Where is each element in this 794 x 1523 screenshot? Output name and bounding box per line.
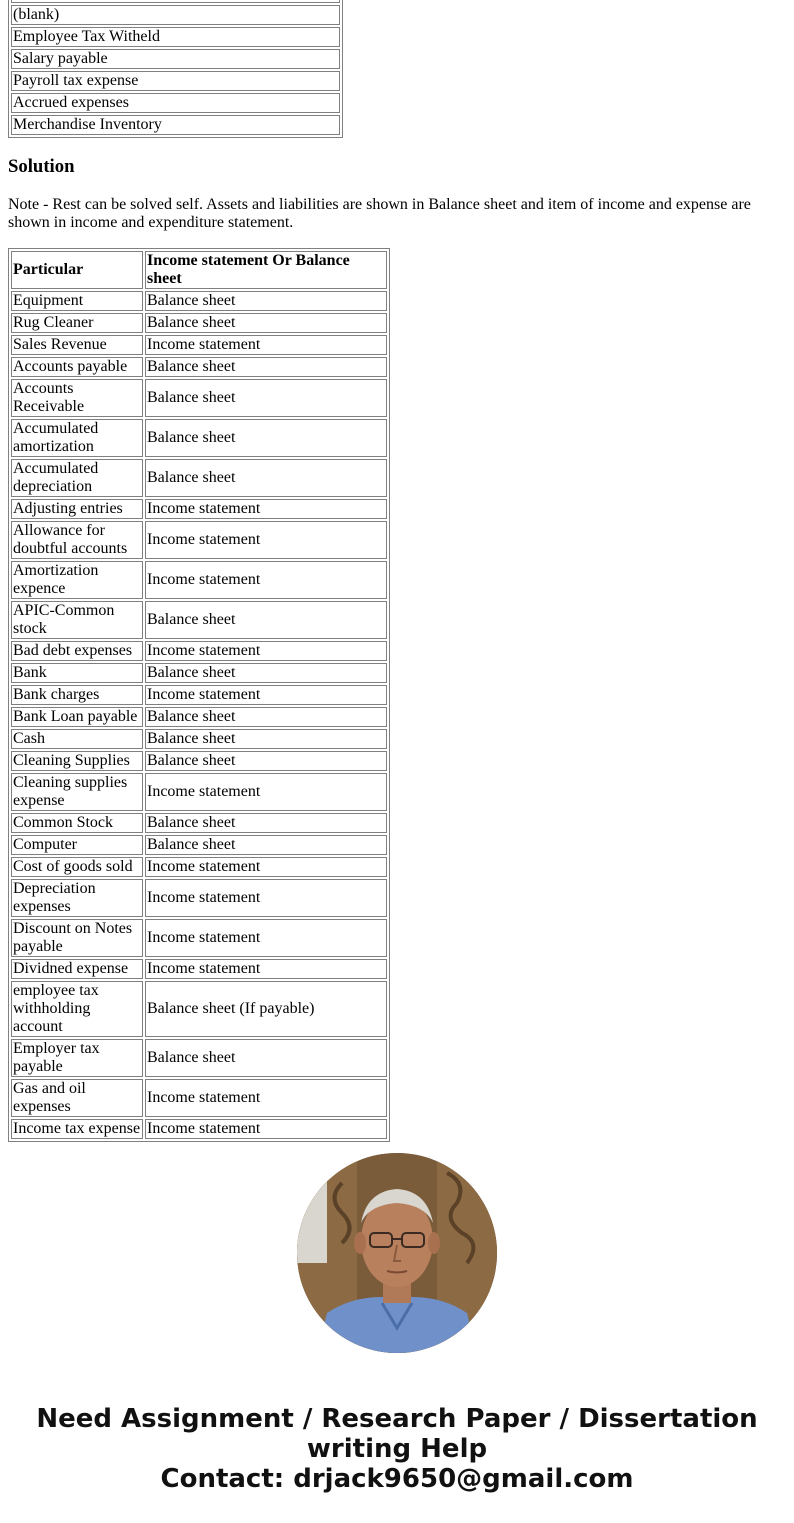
particular-cell: Common Stock [11, 813, 143, 833]
particular-cell: Accounts payable [11, 357, 143, 377]
particular-cell: Gas and oil expenses [11, 1079, 143, 1117]
statement-cell: Balance sheet [145, 663, 387, 683]
statement-cell: Balance sheet [145, 729, 387, 749]
table-row [11, 499, 387, 519]
table-row [11, 27, 340, 47]
table-cell [11, 0, 340, 3]
statement-cell: Income statement [145, 521, 387, 559]
table-row [11, 981, 387, 1037]
header-particular: Particular [11, 251, 143, 289]
particular-cell: Accounts Receivable [11, 379, 143, 417]
statement-cell: Balance sheet [145, 291, 387, 311]
particular-cell: Cleaning supplies expense [11, 773, 143, 811]
statement-cell: Balance sheet [145, 751, 387, 771]
table-row [11, 291, 387, 311]
statement-cell: Balance sheet [145, 813, 387, 833]
table-row [11, 663, 387, 683]
statement-cell: Income statement [145, 919, 387, 957]
particular-cell: Cash [11, 729, 143, 749]
table-row [11, 0, 340, 3]
table-row [11, 93, 340, 113]
particular-cell: Rug Cleaner [11, 313, 143, 333]
statement-cell: Income statement [145, 335, 387, 355]
promo-line-1: Need Assignment / Research Paper / Dissertation [36, 1404, 758, 1434]
promo-footer [0, 1404, 794, 1494]
table-row [11, 5, 340, 25]
particular-cell: Cleaning Supplies [11, 751, 143, 771]
statement-cell: Income statement [145, 959, 387, 979]
particular-cell: Equipment [11, 291, 143, 311]
table-row [11, 707, 387, 727]
table-row [11, 49, 340, 69]
statement-cell: Income statement [145, 499, 387, 519]
table-header-row [11, 251, 387, 289]
table-cell: Salary payable [11, 49, 340, 69]
particular-cell: Allowance for doubtful accounts [11, 521, 143, 559]
statement-cell: Income statement [145, 879, 387, 917]
particular-cell: employee tax withholding account [11, 981, 143, 1037]
statement-cell: Balance sheet [145, 601, 387, 639]
table-row [11, 835, 387, 855]
statement-cell: Balance sheet [145, 419, 387, 457]
statement-cell: Balance sheet [145, 1039, 387, 1077]
solution-note: Note - Rest can be solved self. Assets and liabilities are shown in Balance sheet and item of income and expense are shown in income and expenditure statement. [8, 196, 751, 231]
statement-cell: Balance sheet [145, 379, 387, 417]
table-row [11, 751, 387, 771]
table-row [11, 459, 387, 497]
statement-cell: Balance sheet [145, 707, 387, 727]
statement-cell: Income statement [145, 1119, 387, 1139]
table-row [11, 729, 387, 749]
promo-contact: Contact: drjack9650@gmail.com [160, 1464, 634, 1494]
table-row [11, 959, 387, 979]
particular-cell: Employer tax payable [11, 1039, 143, 1077]
table-row [11, 71, 340, 91]
table-cell: Employee Tax Witheld [11, 27, 340, 47]
table-row [11, 813, 387, 833]
statement-cell: Income statement [145, 857, 387, 877]
table-row [11, 357, 387, 377]
particular-cell: Adjusting entries [11, 499, 143, 519]
table-row [11, 641, 387, 661]
particular-cell: Bad debt expenses [11, 641, 143, 661]
particular-cell: Dividned expense [11, 959, 143, 979]
table-row [11, 879, 387, 917]
table-row [11, 1079, 387, 1117]
table-row [11, 335, 387, 355]
particular-cell: Bank [11, 663, 143, 683]
table-row [11, 685, 387, 705]
particular-cell: Sales Revenue [11, 335, 143, 355]
table-row [11, 1119, 387, 1139]
table-cell: Payroll tax expense [11, 71, 340, 91]
table-row [11, 561, 387, 599]
table-row [11, 919, 387, 957]
author-avatar [297, 1153, 497, 1353]
particular-cell: Bank Loan payable [11, 707, 143, 727]
particular-cell: Income tax expense [11, 1119, 143, 1139]
particular-cell: Cost of goods sold [11, 857, 143, 877]
table-cell: Accrued expenses [11, 93, 340, 113]
particular-cell: Computer [11, 835, 143, 855]
table-row [11, 773, 387, 811]
table-row [11, 1039, 387, 1077]
particular-cell: APIC-Common stock [11, 601, 143, 639]
table-row [11, 521, 387, 559]
header-statement: Income statement Or Balance sheet [145, 251, 387, 289]
particular-cell: Amortization expence [11, 561, 143, 599]
statement-cell: Income statement [145, 685, 387, 705]
solution-heading: Solution [8, 156, 75, 177]
statement-cell: Balance sheet [145, 459, 387, 497]
particular-cell: Accumulated amortization [11, 419, 143, 457]
statement-cell: Income statement [145, 641, 387, 661]
particular-cell: Bank charges [11, 685, 143, 705]
statement-cell: Balance sheet (If payable) [145, 981, 387, 1037]
classification-table [8, 248, 390, 1142]
table-row [11, 115, 340, 135]
statement-cell: Balance sheet [145, 835, 387, 855]
promo-line-2: writing Help [306, 1434, 488, 1464]
statement-cell: Income statement [145, 773, 387, 811]
table-row [11, 419, 387, 457]
table-row [11, 601, 387, 639]
particular-cell: Accumulated depreciation [11, 459, 143, 497]
top-table [8, 0, 343, 138]
statement-cell: Income statement [145, 561, 387, 599]
statement-cell: Income statement [145, 1079, 387, 1117]
statement-cell: Balance sheet [145, 313, 387, 333]
table-row [11, 379, 387, 417]
table-row [11, 313, 387, 333]
table-row [11, 857, 387, 877]
particular-cell: Depreciation expenses [11, 879, 143, 917]
statement-cell: Balance sheet [145, 357, 387, 377]
table-cell: (blank) [11, 5, 340, 25]
particular-cell: Discount on Notes payable [11, 919, 143, 957]
table-cell: Merchandise Inventory [11, 115, 340, 135]
